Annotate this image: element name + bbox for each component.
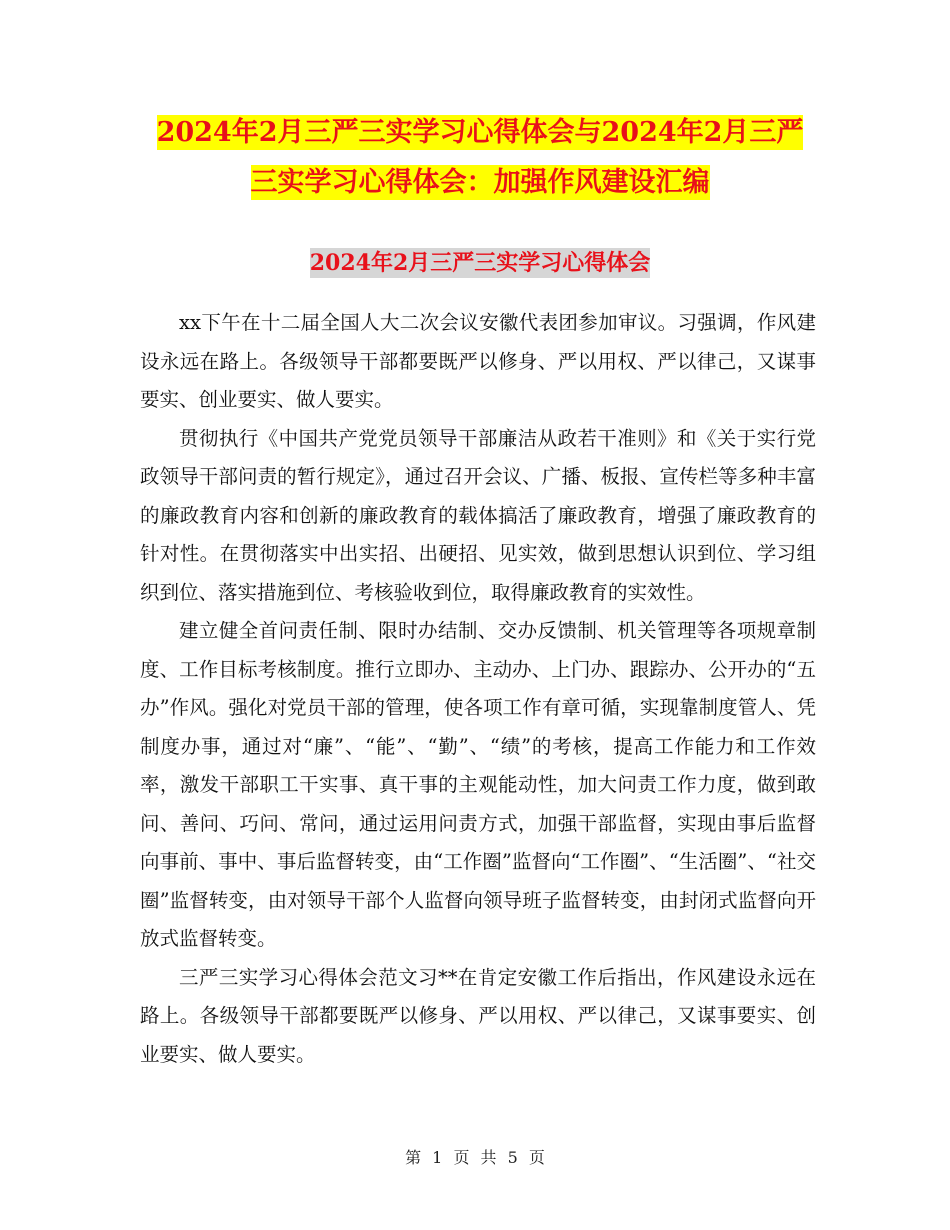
paragraph-3: 建立健全首问责任制、限时办结制、交办反馈制、机关管理等各项规章制度、工作目标考核制度。推行立即办、主动办、上门办、跟踪办、公开办的“五办”作风。强化对党员干部的管理，使各项工作有章可循，实现靠制度管人、凭制度办事，通过对“廉”、“能”、“勤”、“绩”的考核，提高工作能力和工作效率，激发干部职工干实事、真干事的主观能动性，加大问责工作力度，做到敢问、善问、巧问、常问，通过运用问责方式，加强干部监督，实现由事后监督向事前、事中、事后监督转变，由“工作圈”监督向“工作圈”、“生活圈”、“社交圈”监督转变，由对领导干部个人监督向领导班子监督转变，由封闭式监督向开放式监督转变。 xyxy=(140,619,816,950)
title-line-1-text: 2024年2月三严三实学习心得体会与2024年2月三严 xyxy=(156,117,804,148)
section-heading xyxy=(140,243,820,283)
document-title xyxy=(140,108,820,208)
paragraph-1: xx下午在十二届全国人大二次会议安徽代表团参加审议。习强调，作风建设永远在路上。各级领导干部都要既严以修身、严以用权、严以律己，又谋事要实、创业要实、做人要实。 xyxy=(140,311,816,411)
section-heading-text: 2024年2月三严三实学习心得体会 xyxy=(309,250,651,276)
title-line-1 xyxy=(140,108,820,158)
paragraph-4: 三严三实学习心得体会范文习**在肯定安徽工作后指出，作风建设永远在路上。各级领导干部都要既严以修身、严以用权、严以律己，又谋事要实、创业要实、做人要实。 xyxy=(140,965,816,1066)
title-line-2-text: 三实学习心得体会：加强作风建设汇编 xyxy=(250,167,710,198)
page-footer: 第 1 页 共 5 页 xyxy=(405,1148,545,1167)
title-line-2 xyxy=(140,158,820,208)
paragraph-2: 贯彻执行《中国共产党党员领导干部廉洁从政若干准则》和《关于实行党政领导干部问责的暂行规定》，通过召开会议、广播、板报、宣传栏等多种丰富的廉政教育内容和创新的廉政教育的载体搞活了廉政教育，增强了廉政教育的针对性。在贯彻落实中出实招、出硬招、见实效，做到思想认识到位、学习组织到位、落实措施到位、考核验收到位，取得廉政教育的实效性。 xyxy=(140,426,816,604)
body-text xyxy=(140,304,816,1074)
